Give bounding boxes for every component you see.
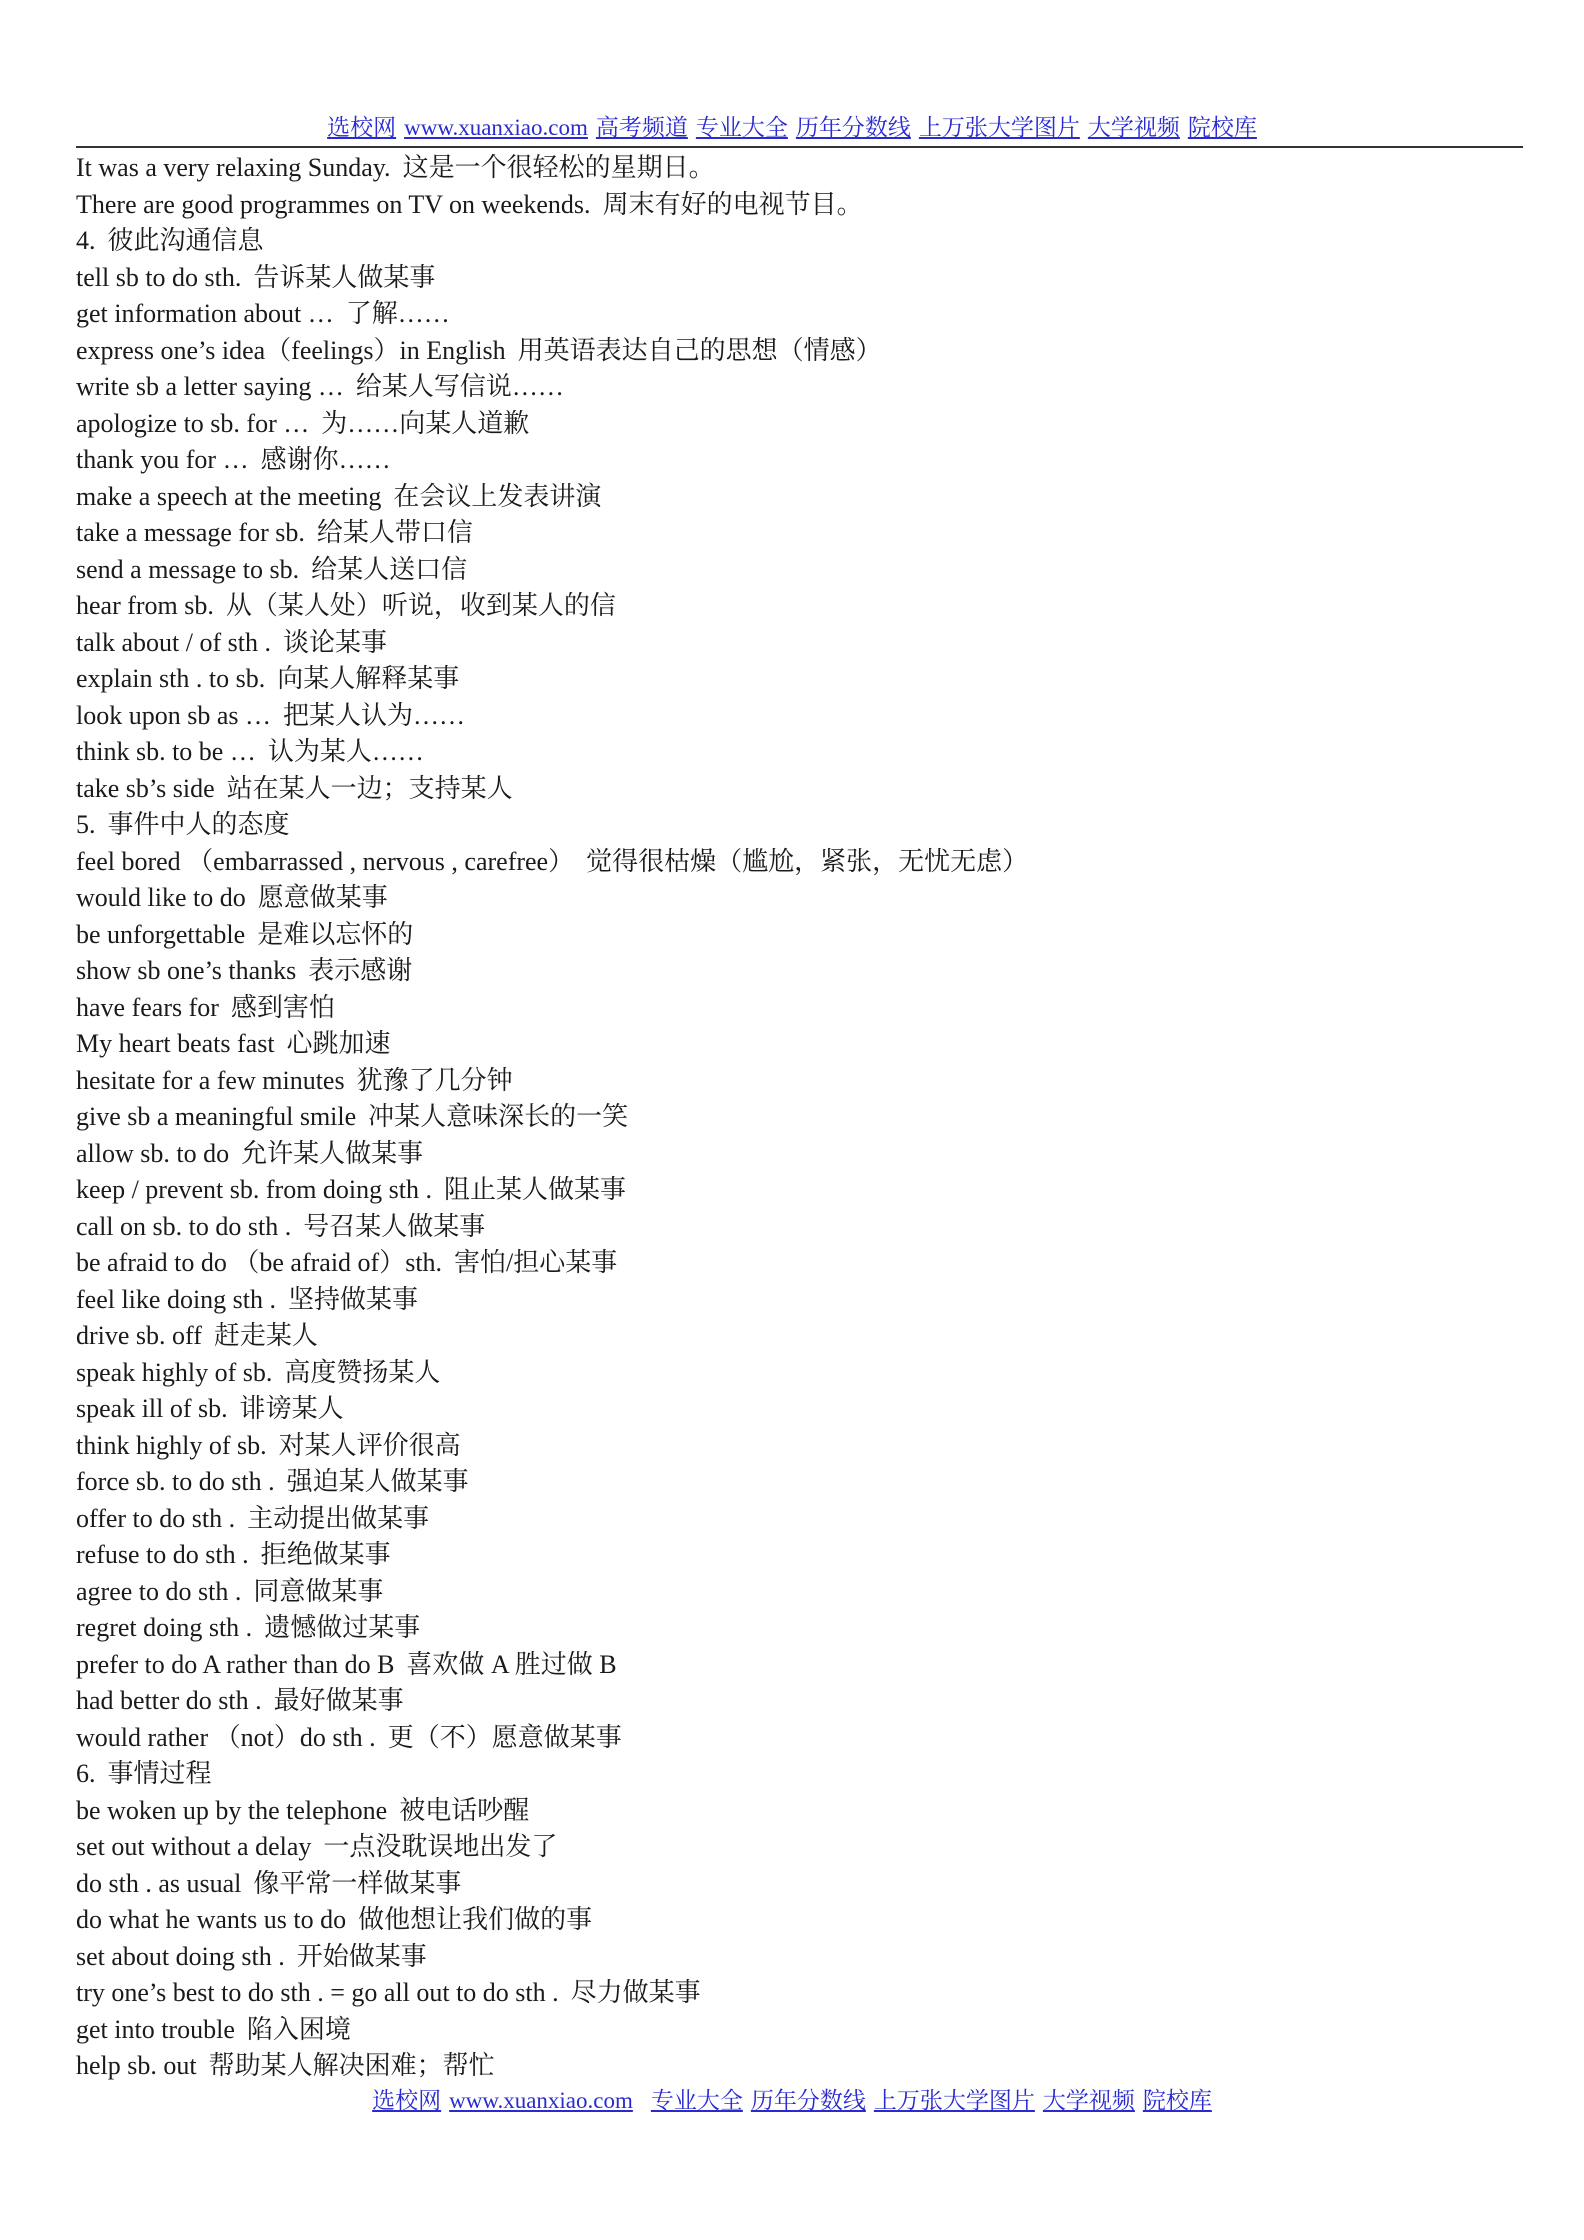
phrase-line — [76, 406, 1516, 443]
phrase-chinese: 开始做某事 — [296, 1941, 427, 1971]
phrase-chinese: 给某人送口信 — [311, 554, 468, 584]
phrase-line — [76, 1282, 1516, 1319]
phrase-chinese: 允许某人做某事 — [241, 1138, 424, 1168]
phrase-chinese: 喜欢做 A 胜过做 B — [406, 1649, 617, 1679]
phrase-chinese: 犹豫了几分钟 — [356, 1065, 513, 1095]
phrase-english: send a message to sb. — [76, 554, 300, 584]
phrase-english: thank you for … — [76, 445, 249, 474]
phrase-chinese: 被电话吵醒 — [399, 1795, 530, 1825]
phrase-chinese: 感到害怕 — [230, 992, 335, 1022]
phrase-chinese: 遗憾做过某事 — [264, 1613, 421, 1642]
phrase-chinese: 站在某人一边；支持某人 — [226, 773, 513, 803]
phrase-english: hesitate for a few minutes — [76, 1065, 345, 1095]
phrase-english: prefer to do A rather than do B — [76, 1649, 395, 1679]
phrase-english: would rather （not）do sth . — [76, 1722, 376, 1752]
phrase-line — [76, 1026, 1516, 1063]
nav-link-majors[interactable]: 专业大全 — [695, 115, 788, 140]
phrase-chinese: 在会议上发表讲演 — [393, 481, 602, 511]
phrase-english: had better do sth . — [76, 1686, 262, 1715]
phrase-line — [76, 1355, 1516, 1392]
phrase-line — [76, 1172, 1516, 1209]
phrase-line — [76, 479, 1516, 516]
phrase-english: think highly of sb. — [76, 1430, 267, 1460]
phrase-line — [76, 1136, 1516, 1173]
phrase-english: speak highly of sb. — [76, 1357, 273, 1387]
nav-link-website[interactable]: www.xuanxiao.com — [404, 115, 588, 140]
phrase-line — [76, 1209, 1516, 1246]
phrase-line — [76, 953, 1516, 990]
phrase-english: explain sth . to sb. — [76, 664, 266, 693]
footer-link-schools[interactable]: 院校库 — [1142, 2088, 1212, 2113]
phrase-line — [76, 625, 1516, 662]
phrase-english: 4. — [76, 226, 96, 255]
phrase-english: It was a very relaxing Sunday. — [76, 153, 391, 182]
phrase-english: call on sb. to do sth . — [76, 1211, 292, 1241]
footer-link-xuanxiao[interactable]: 选校网 — [372, 2088, 442, 2113]
phrase-line — [76, 1866, 1516, 1903]
phrase-line — [76, 1610, 1516, 1647]
phrase-line — [76, 1391, 1516, 1428]
phrase-line — [76, 1464, 1516, 1501]
phrase-chinese: 像平常一样做某事 — [253, 1868, 462, 1898]
phrase-english: write sb a letter saying … — [76, 372, 344, 401]
phrase-line — [76, 1829, 1516, 1866]
phrase-chinese: 告诉某人做某事 — [253, 262, 436, 292]
phrase-chinese: 觉得很枯燥（尴尬，紧张，无忧无虑） — [586, 846, 1029, 876]
phrase-english: agree to do sth . — [76, 1576, 242, 1606]
phrase-chinese: 诽谤某人 — [239, 1394, 344, 1423]
phrase-english: get information about … — [76, 299, 334, 328]
phrase-chinese: 周末有好的电视节目。 — [602, 189, 863, 219]
phrase-chinese: 是难以忘怀的 — [257, 919, 414, 949]
phrase-english: drive sb. off — [76, 1321, 202, 1350]
phrase-chinese: 陷入困境 — [246, 2014, 351, 2044]
phrase-line — [76, 661, 1516, 698]
phrase-english: take sb’s side — [76, 773, 215, 803]
phrase-line — [76, 1939, 1516, 1976]
phrase-chinese: 阻止某人做某事 — [444, 1175, 627, 1204]
phrase-line — [76, 2012, 1516, 2049]
phrase-line — [76, 1318, 1516, 1355]
phrase-line — [76, 2048, 1516, 2085]
phrase-chinese: 对某人评价很高 — [278, 1430, 461, 1460]
phrase-chinese: 从（某人处）听说，收到某人的信 — [225, 591, 616, 620]
phrase-chinese: 坚持做某事 — [288, 1284, 419, 1314]
phrase-line — [76, 990, 1516, 1027]
phrase-line — [76, 1647, 1516, 1684]
phrase-line — [76, 442, 1516, 479]
phrase-chinese: 彼此沟通信息 — [107, 226, 264, 255]
phrase-chinese: 事情过程 — [107, 1759, 212, 1788]
phrase-english: make a speech at the meeting — [76, 481, 382, 511]
phrase-line — [76, 333, 1516, 370]
phrase-english: offer to do sth . — [76, 1503, 236, 1533]
phrase-english: give sb a meaningful smile — [76, 1102, 357, 1131]
phrase-english: take a message for sb. — [76, 518, 305, 547]
phrase-chinese: 号召某人做某事 — [303, 1211, 486, 1241]
phrase-line — [76, 552, 1516, 589]
footer-link-website[interactable]: www.xuanxiao.com — [449, 2088, 633, 2113]
phrase-line — [76, 734, 1516, 771]
phrase-line — [76, 880, 1516, 917]
phrase-line — [76, 223, 1516, 260]
phrase-english: have fears for — [76, 992, 219, 1022]
phrase-english: show sb one’s thanks — [76, 956, 297, 985]
phrase-english: My heart beats fast — [76, 1029, 275, 1058]
phrase-english: force sb. to do sth . — [76, 1467, 275, 1496]
phrase-chinese: 给某人带口信 — [316, 518, 473, 547]
phrase-line — [76, 1756, 1516, 1793]
footer-link-majors[interactable]: 专业大全 — [650, 2088, 743, 2113]
phrase-chinese: 感谢你…… — [260, 445, 391, 474]
phrase-chinese: 拒绝做某事 — [260, 1540, 391, 1569]
phrase-chinese: 用英语表达自己的思想（情感） — [517, 335, 882, 365]
phrase-chinese: 事件中人的态度 — [107, 810, 290, 839]
footer-link-videos[interactable]: 大学视频 — [1042, 2088, 1135, 2113]
footer-link-scores[interactable]: 历年分数线 — [750, 2088, 866, 2113]
phrase-line — [76, 844, 1516, 881]
header-nav — [0, 113, 1584, 143]
phrase-english: do sth . as usual — [76, 1868, 242, 1898]
phrase-chinese: 认为某人…… — [267, 737, 424, 766]
phrase-english: would like to do — [76, 883, 246, 912]
phrase-english: 6. — [76, 1759, 96, 1788]
phrase-line — [76, 698, 1516, 735]
phrase-line — [76, 1793, 1516, 1830]
phrase-chinese: 强迫某人做某事 — [286, 1467, 469, 1496]
phrase-chinese: 尽力做某事 — [570, 1978, 701, 2007]
phrase-chinese: 向某人解释某事 — [277, 664, 460, 693]
phrase-english: speak ill of sb. — [76, 1394, 228, 1423]
phrase-line — [76, 1428, 1516, 1465]
phrase-line — [76, 1099, 1516, 1136]
nav-link-gaokao[interactable]: 高考频道 — [595, 115, 688, 140]
phrase-english: do what he wants us to do — [76, 1905, 347, 1934]
phrase-english: talk about / of sth . — [76, 627, 271, 657]
phrase-english: regret doing sth . — [76, 1613, 253, 1642]
phrase-english: There are good programmes on TV on weekends. — [76, 189, 591, 219]
phrase-line — [76, 1683, 1516, 1720]
phrase-list — [76, 150, 1516, 2085]
phrase-english: look upon sb as … — [76, 700, 271, 730]
phrase-line — [76, 369, 1516, 406]
phrase-english: be woken up by the telephone — [76, 1795, 388, 1825]
phrase-line — [76, 260, 1516, 297]
phrase-chinese: 做他想让我们做的事 — [358, 1905, 593, 1934]
phrase-line — [76, 515, 1516, 552]
phrase-line — [76, 1720, 1516, 1757]
phrase-english: 5. — [76, 810, 96, 839]
phrase-english: tell sb to do sth. — [76, 262, 242, 292]
phrase-english: help sb. out — [76, 2051, 197, 2080]
phrase-line — [76, 807, 1516, 844]
phrase-chinese: 心跳加速 — [286, 1029, 391, 1058]
phrase-chinese: 高度赞扬某人 — [284, 1357, 441, 1387]
phrase-english: be afraid to do （be afraid of）sth. — [76, 1248, 443, 1277]
phrase-line — [76, 1537, 1516, 1574]
phrase-line — [76, 187, 1516, 224]
phrase-line — [76, 917, 1516, 954]
phrase-chinese: 把某人认为…… — [283, 700, 466, 730]
nav-link-schools[interactable]: 院校库 — [1187, 115, 1257, 140]
phrase-english: allow sb. to do — [76, 1138, 230, 1168]
phrase-line — [76, 1574, 1516, 1611]
header-divider — [76, 146, 1523, 148]
phrase-english: feel bored （embarrassed , nervous , carefree） — [76, 846, 575, 876]
phrase-english: think sb. to be … — [76, 737, 256, 766]
phrase-chinese: 主动提出做某事 — [247, 1503, 430, 1533]
phrase-line — [76, 296, 1516, 333]
phrase-chinese: 为……向某人道歉 — [321, 408, 530, 438]
phrase-chinese: 害怕/担心某事 — [454, 1248, 618, 1277]
phrase-english: refuse to do sth . — [76, 1540, 249, 1569]
phrase-chinese: 表示感谢 — [308, 956, 413, 985]
phrase-chinese: 赶走某人 — [213, 1321, 318, 1350]
phrase-english: feel like doing sth . — [76, 1284, 277, 1314]
phrase-chinese: 愿意做某事 — [257, 883, 388, 912]
phrase-english: express one’s idea（feelings）in English — [76, 335, 506, 365]
phrase-chinese: 谈论某事 — [282, 627, 387, 657]
nav-link-xuanxiao[interactable]: 选校网 — [327, 115, 397, 140]
phrase-line — [76, 1975, 1516, 2012]
phrase-line — [76, 150, 1516, 187]
nav-link-videos[interactable]: 大学视频 — [1087, 115, 1180, 140]
phrase-line — [76, 1245, 1516, 1282]
phrase-english: apologize to sb. for … — [76, 408, 310, 438]
phrase-chinese: 同意做某事 — [253, 1576, 384, 1606]
phrase-english: be unforgettable — [76, 919, 246, 949]
nav-link-scores[interactable]: 历年分数线 — [795, 115, 911, 140]
phrase-english: try one’s best to do sth . = go all out to do sth . — [76, 1978, 559, 2007]
phrase-chinese: 给某人写信说…… — [355, 372, 564, 401]
phrase-english: keep / prevent sb. from doing sth . — [76, 1175, 432, 1204]
phrase-chinese: 帮助某人解决困难；帮忙 — [208, 2051, 495, 2080]
phrase-english: hear from sb. — [76, 591, 214, 620]
phrase-english: set out without a delay — [76, 1832, 312, 1861]
footer-link-photos[interactable]: 上万张大学图片 — [873, 2088, 1035, 2113]
phrase-chinese: 这是一个很轻松的星期日。 — [402, 153, 715, 182]
phrase-line — [76, 1501, 1516, 1538]
phrase-line — [76, 1063, 1516, 1100]
phrase-chinese: 一点没耽误地出发了 — [323, 1832, 558, 1861]
phrase-chinese: 更（不）愿意做某事 — [387, 1722, 622, 1752]
phrase-chinese: 最好做某事 — [273, 1686, 404, 1715]
phrase-english: get into trouble — [76, 2014, 235, 2044]
phrase-chinese: 冲某人意味深长的一笑 — [368, 1102, 629, 1131]
footer-nav — [0, 2086, 1584, 2116]
phrase-line — [76, 771, 1516, 808]
phrase-line — [76, 588, 1516, 625]
phrase-english: set about doing sth . — [76, 1941, 285, 1971]
phrase-chinese: 了解…… — [345, 299, 450, 328]
phrase-line — [76, 1902, 1516, 1939]
nav-link-photos[interactable]: 上万张大学图片 — [918, 115, 1080, 140]
